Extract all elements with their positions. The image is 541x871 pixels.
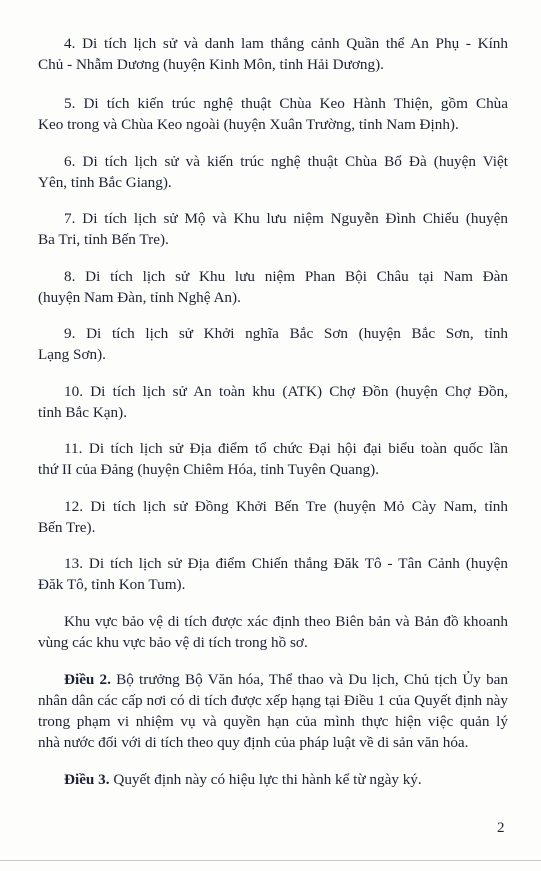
item-line: 10. Di tích lịch sử An toàn khu (ATK) Chợ Đồn (huyện Chợ Đồn, bbox=[64, 383, 508, 400]
article-line bbox=[64, 770, 508, 790]
item-line: 11. Di tích lịch sử Địa điểm tổ chức Đại hội đại biểu toàn quốc lần bbox=[64, 440, 508, 457]
item-line: Bến Tre). bbox=[38, 519, 96, 536]
item-line: Yên, tỉnh Bắc Giang). bbox=[38, 174, 172, 191]
article-text: Bộ trưởng Bộ Văn hóa, Thể thao và Du lịch, Chủ tịch Ủy ban bbox=[110, 671, 508, 688]
item-line: thứ II của Đảng (huyện Chiêm Hóa, tỉnh Tuyên Quang). bbox=[38, 461, 380, 478]
article-label: Điều 3. bbox=[64, 771, 110, 788]
item-line: 9. Di tích lịch sử Khởi nghĩa Bắc Sơn (huyện Bắc Sơn, tỉnh bbox=[64, 325, 508, 342]
article-line: nhân dân các cấp nơi có di tích được xếp hạng tại Điều 1 của Quyết định này bbox=[38, 692, 508, 709]
item-line: Chủ - Nhẫm Dương (huyện Kinh Môn, tỉnh Hải Dương). bbox=[38, 56, 384, 73]
item-line: Đăk Tô, tỉnh Kon Tum). bbox=[38, 576, 186, 593]
article-label: Điều 2. bbox=[64, 671, 111, 688]
page-number: 2 bbox=[497, 820, 505, 836]
item-line: Ba Tri, tỉnh Bến Tre). bbox=[38, 231, 169, 248]
item-line: 13. Di tích lịch sử Địa điểm Chiến thắng Đăk Tô - Tân Cảnh (huyện bbox=[64, 555, 508, 572]
item-line: 7. Di tích lịch sử Mộ và Khu lưu niệm Nguyễn Đình Chiểu (huyện bbox=[64, 210, 508, 227]
item-line: 4. Di tích lịch sử và danh lam thắng cảnh Quần thể An Phụ - Kính bbox=[64, 35, 508, 52]
article-line bbox=[64, 670, 508, 690]
item-line: (huyện Nam Đàn, tỉnh Nghệ An). bbox=[38, 289, 241, 306]
item-line: Lạng Sơn). bbox=[38, 346, 106, 363]
item-line: 6. Di tích lịch sử và kiến trúc nghệ thuật Chùa Bổ Đà (huyện Việt bbox=[64, 153, 508, 170]
article-line: nhà nước đối với di tích theo quy định của pháp luật về di sản văn hóa. bbox=[38, 734, 469, 751]
article-text: Quyết định này có hiệu lực thi hành kể từ ngày ký. bbox=[109, 771, 422, 788]
footer-divider bbox=[0, 860, 541, 861]
article-line: trong phạm vi nhiệm vụ và quyền hạn của mình thực hiện việc quản lý bbox=[38, 713, 508, 730]
item-line: 5. Di tích kiến trúc nghệ thuật Chùa Keo Hành Thiện, gồm Chùa bbox=[64, 95, 508, 112]
item-line: tỉnh Bắc Kạn). bbox=[38, 404, 127, 421]
note-line: Khu vực bảo vệ di tích được xác định theo Biên bản và Bản đồ khoanh bbox=[64, 613, 508, 630]
item-line: 8. Di tích lịch sử Khu lưu niệm Phan Bội Châu tại Nam Đàn bbox=[64, 268, 508, 285]
item-line: Keo trong và Chùa Keo ngoài (huyện Xuân Trường, tỉnh Nam Định). bbox=[38, 116, 459, 133]
note-line: vùng các khu vực bảo vệ di tích trong hồ sơ. bbox=[38, 634, 308, 651]
item-line: 12. Di tích lịch sử Đồng Khởi Bến Tre (huyện Mỏ Cày Nam, tỉnh bbox=[64, 498, 508, 515]
